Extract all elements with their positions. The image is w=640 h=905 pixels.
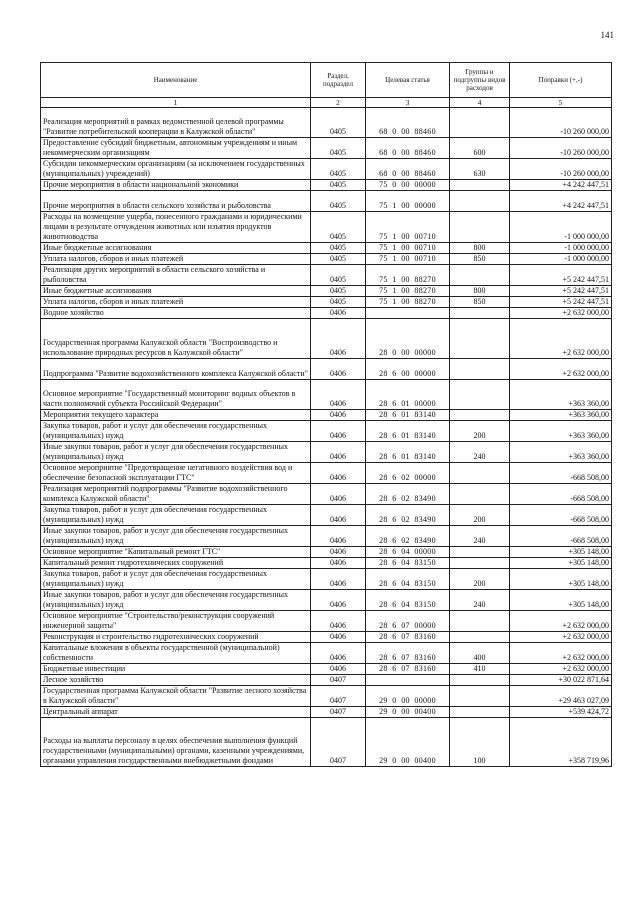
row-section-cell: 0405 bbox=[311, 191, 366, 212]
row-group-cell: 240 bbox=[450, 526, 510, 547]
row-group-cell: 850 bbox=[450, 297, 510, 308]
row-group-cell bbox=[450, 191, 510, 212]
row-target-cell: 28 6 01 83140 bbox=[366, 410, 450, 421]
row-target-cell bbox=[366, 308, 450, 319]
row-name-cell: Субсидии некоммерческим организациям (за исключением государственных (муниципальных) учреждений) bbox=[41, 159, 311, 180]
table-body bbox=[41, 108, 612, 767]
row-group-cell bbox=[450, 180, 510, 191]
row-amount-cell: +5 242 447,51 bbox=[510, 286, 612, 297]
column-number: 2 bbox=[311, 98, 366, 108]
row-name-cell: Реализация других мероприятий в области сельского хозяйства и рыболовства bbox=[41, 265, 311, 286]
row-amount-cell: +5 242 447,51 bbox=[510, 297, 612, 308]
row-section-cell: 0406 bbox=[311, 643, 366, 664]
row-section-cell: 0406 bbox=[311, 308, 366, 319]
row-name-cell: Мероприятия текущего характера bbox=[41, 410, 311, 421]
row-target-cell: 28 6 07 83160 bbox=[366, 643, 450, 664]
column-number-row bbox=[41, 98, 612, 108]
row-group-cell bbox=[450, 484, 510, 505]
row-name-cell: Предоставление субсидий бюджетным, автономным учреждениям и иным некоммерческим организациям bbox=[41, 138, 311, 159]
row-amount-cell: +363 360,00 bbox=[510, 410, 612, 421]
row-section-cell: 0406 bbox=[311, 410, 366, 421]
row-section-cell: 0405 bbox=[311, 297, 366, 308]
row-amount-cell: +305 148,00 bbox=[510, 558, 612, 569]
row-target-cell: 68 0 00 88460 bbox=[366, 108, 450, 138]
row-group-cell: 400 bbox=[450, 643, 510, 664]
row-group-cell: 800 bbox=[450, 243, 510, 254]
table-row bbox=[41, 159, 612, 180]
row-target-cell: 28 6 07 00000 bbox=[366, 611, 450, 632]
row-target-cell: 68 0 00 88460 bbox=[366, 159, 450, 180]
row-name-cell: Иные бюджетные ассигнования bbox=[41, 243, 311, 254]
header-row bbox=[41, 63, 612, 98]
row-group-cell: 200 bbox=[450, 421, 510, 442]
row-amount-cell: +2 632 000,00 bbox=[510, 611, 612, 632]
row-amount-cell: -10 260 000,00 bbox=[510, 159, 612, 180]
row-target-cell: 75 1 00 00710 bbox=[366, 243, 450, 254]
row-group-cell: 240 bbox=[450, 442, 510, 463]
row-target-cell: 28 6 04 83150 bbox=[366, 558, 450, 569]
row-target-cell: 28 6 02 83490 bbox=[366, 526, 450, 547]
row-target-cell: 29 0 00 00400 bbox=[366, 718, 450, 767]
row-amount-cell: -668 508,00 bbox=[510, 484, 612, 505]
row-amount-cell: +2 632 000,00 bbox=[510, 643, 612, 664]
row-section-cell: 0406 bbox=[311, 526, 366, 547]
row-amount-cell: +305 148,00 bbox=[510, 569, 612, 590]
row-group-cell: 600 bbox=[450, 138, 510, 159]
row-amount-cell: +2 632 000,00 bbox=[510, 664, 612, 675]
row-section-cell: 0407 bbox=[311, 707, 366, 718]
row-target-cell: 75 1 00 88270 bbox=[366, 265, 450, 286]
row-name-cell: Иные закупки товаров, работ и услуг для обеспечения государственных (муниципальных) нужд bbox=[41, 526, 311, 547]
budget-amendments-table bbox=[40, 62, 612, 767]
row-amount-cell: -668 508,00 bbox=[510, 505, 612, 526]
row-section-cell: 0407 bbox=[311, 675, 366, 686]
row-target-cell: 75 0 00 00000 bbox=[366, 180, 450, 191]
row-section-cell: 0406 bbox=[311, 463, 366, 484]
row-section-cell: 0406 bbox=[311, 590, 366, 611]
row-group-cell bbox=[450, 359, 510, 380]
row-section-cell: 0406 bbox=[311, 547, 366, 558]
row-target-cell: 28 6 04 83150 bbox=[366, 569, 450, 590]
row-target-cell: 28 6 01 00000 bbox=[366, 380, 450, 410]
row-name-cell: Бюджетные инвестиции bbox=[41, 664, 311, 675]
table-row bbox=[41, 212, 612, 243]
row-name-cell: Уплата налогов, сборов и иных платежей bbox=[41, 297, 311, 308]
row-group-cell bbox=[450, 410, 510, 421]
row-group-cell bbox=[450, 632, 510, 643]
table-row bbox=[41, 547, 612, 558]
table-row bbox=[41, 569, 612, 590]
row-amount-cell: +2 632 000,00 bbox=[510, 359, 612, 380]
row-group-cell: 410 bbox=[450, 664, 510, 675]
row-section-cell: 0406 bbox=[311, 611, 366, 632]
table-row bbox=[41, 243, 612, 254]
row-group-cell bbox=[450, 675, 510, 686]
row-target-cell: 28 6 02 83490 bbox=[366, 505, 450, 526]
row-target-cell: 75 1 00 00710 bbox=[366, 212, 450, 243]
column-number: 5 bbox=[510, 98, 612, 108]
row-name-cell: Лесное хозяйство bbox=[41, 675, 311, 686]
row-target-cell: 28 6 01 83140 bbox=[366, 442, 450, 463]
row-section-cell: 0405 bbox=[311, 180, 366, 191]
row-amount-cell: +305 148,00 bbox=[510, 547, 612, 558]
row-name-cell: Иные закупки товаров, работ и услуг для обеспечения государственных (муниципальных) нужд bbox=[41, 442, 311, 463]
row-section-cell: 0406 bbox=[311, 484, 366, 505]
table-row bbox=[41, 138, 612, 159]
row-group-cell bbox=[450, 319, 510, 359]
row-name-cell: Основное мероприятие "Капитальный ремонт ГТС" bbox=[41, 547, 311, 558]
row-amount-cell: +4 242 447,51 bbox=[510, 191, 612, 212]
row-section-cell: 0406 bbox=[311, 442, 366, 463]
row-amount-cell: +363 360,00 bbox=[510, 442, 612, 463]
row-target-cell: 28 6 02 83490 bbox=[366, 484, 450, 505]
row-group-cell: 200 bbox=[450, 505, 510, 526]
table-row bbox=[41, 265, 612, 286]
table-row bbox=[41, 590, 612, 611]
row-name-cell: Основное мероприятие "Строительство/реконструкция сооружений инженерной защиты" bbox=[41, 611, 311, 632]
row-target-cell: 28 6 01 83140 bbox=[366, 421, 450, 442]
row-name-cell: Государственная программа Калужской области "Воспроизводство и использование природных ресурсов в Калужской области" bbox=[41, 319, 311, 359]
row-group-cell: 850 bbox=[450, 254, 510, 265]
row-target-cell: 75 1 00 00710 bbox=[366, 254, 450, 265]
row-target-cell: 29 0 00 00000 bbox=[366, 686, 450, 707]
row-section-cell: 0405 bbox=[311, 138, 366, 159]
row-amount-cell: +2 632 000,00 bbox=[510, 632, 612, 643]
column-number: 3 bbox=[366, 98, 450, 108]
row-group-cell: 100 bbox=[450, 718, 510, 767]
table-row bbox=[41, 686, 612, 707]
row-name-cell: Закупка товаров, работ и услуг для обеспечения государственных (муниципальных) нужд bbox=[41, 569, 311, 590]
table-row bbox=[41, 108, 612, 138]
table-row bbox=[41, 675, 612, 686]
row-section-cell: 0407 bbox=[311, 718, 366, 767]
row-name-cell: Основное мероприятие "Предотвращение негативного воздействия вод и обеспечение безопасной эксплуатации ГТС" bbox=[41, 463, 311, 484]
row-name-cell: Реконструкция и строительство гидротехнических сооружений bbox=[41, 632, 311, 643]
row-section-cell: 0406 bbox=[311, 664, 366, 675]
table-row bbox=[41, 643, 612, 664]
row-section-cell: 0405 bbox=[311, 108, 366, 138]
row-section-cell: 0406 bbox=[311, 505, 366, 526]
table-row bbox=[41, 286, 612, 297]
row-group-cell bbox=[450, 707, 510, 718]
row-group-cell bbox=[450, 463, 510, 484]
table-row bbox=[41, 505, 612, 526]
row-target-cell bbox=[366, 675, 450, 686]
row-group-cell: 240 bbox=[450, 590, 510, 611]
row-amount-cell: +4 242 447,51 bbox=[510, 180, 612, 191]
page-number: 141 bbox=[600, 30, 614, 40]
row-target-cell: 68 0 00 88460 bbox=[366, 138, 450, 159]
row-name-cell: Капитальные вложения в объекты государственной (муниципальной) собственности bbox=[41, 643, 311, 664]
row-name-cell: Иные закупки товаров, работ и услуг для обеспечения государственных (муниципальных) нужд bbox=[41, 590, 311, 611]
row-target-cell: 28 6 04 83150 bbox=[366, 590, 450, 611]
row-section-cell: 0406 bbox=[311, 632, 366, 643]
row-amount-cell: -1 000 000,00 bbox=[510, 243, 612, 254]
row-target-cell: 28 6 02 00000 bbox=[366, 463, 450, 484]
row-section-cell: 0406 bbox=[311, 569, 366, 590]
row-amount-cell: +30 022 871,64 bbox=[510, 675, 612, 686]
row-group-cell bbox=[450, 380, 510, 410]
row-section-cell: 0405 bbox=[311, 212, 366, 243]
row-name-cell: Уплата налогов, сборов и иных платежей bbox=[41, 254, 311, 265]
row-amount-cell: -1 000 000,00 bbox=[510, 254, 612, 265]
row-section-cell: 0405 bbox=[311, 254, 366, 265]
header-amount: Поправки (+,-) bbox=[510, 63, 612, 98]
row-name-cell: Основное мероприятие "Государственный мониторинг водных объектов в части полномочий субъекта Российской Федерации" bbox=[41, 380, 311, 410]
table-row bbox=[41, 380, 612, 410]
table-row bbox=[41, 359, 612, 380]
table-row bbox=[41, 410, 612, 421]
table-row bbox=[41, 191, 612, 212]
row-group-cell bbox=[450, 611, 510, 632]
row-name-cell: Реализация мероприятий в рамках ведомственной целевой программы "Развитие потребительской кооперации в Калужской области" bbox=[41, 108, 311, 138]
row-amount-cell: +363 360,00 bbox=[510, 380, 612, 410]
row-name-cell: Расходы на выплаты персоналу в целях обеспечения выполнения функций государственными (муниципальными) органами, казенными учреждениями, органами управления государственными внебюджетными фондами bbox=[41, 718, 311, 767]
row-amount-cell: +539 424,72 bbox=[510, 707, 612, 718]
row-group-cell bbox=[450, 558, 510, 569]
row-group-cell bbox=[450, 265, 510, 286]
row-target-cell: 28 6 04 00000 bbox=[366, 547, 450, 558]
row-name-cell: Прочие мероприятия в области национальной экономики bbox=[41, 180, 311, 191]
row-amount-cell: +2 632 000,00 bbox=[510, 319, 612, 359]
row-amount-cell: +305 148,00 bbox=[510, 590, 612, 611]
row-target-cell: 28 6 00 00000 bbox=[366, 359, 450, 380]
row-name-cell: Подпрограмма "Развитие водохозяйственного комплекса Калужской области" bbox=[41, 359, 311, 380]
row-name-cell: Иные бюджетные ассигнования bbox=[41, 286, 311, 297]
row-group-cell: 200 bbox=[450, 569, 510, 590]
header-section: Раздел, подраздел bbox=[311, 63, 366, 98]
row-section-cell: 0405 bbox=[311, 243, 366, 254]
table-row bbox=[41, 180, 612, 191]
row-amount-cell: -10 260 000,00 bbox=[510, 108, 612, 138]
table-row bbox=[41, 632, 612, 643]
row-target-cell: 28 0 00 00000 bbox=[366, 319, 450, 359]
row-name-cell: Государственная программа Калужской области "Развитие лесного хозяйства в Калужской области" bbox=[41, 686, 311, 707]
row-amount-cell: -668 508,00 bbox=[510, 526, 612, 547]
header-name: Наименование bbox=[41, 63, 311, 98]
row-section-cell: 0406 bbox=[311, 421, 366, 442]
row-name-cell: Закупка товаров, работ и услуг для обеспечения государственных (муниципальных) нужд bbox=[41, 421, 311, 442]
row-group-cell: 630 bbox=[450, 159, 510, 180]
column-number: 1 bbox=[41, 98, 311, 108]
row-group-cell: 800 bbox=[450, 286, 510, 297]
row-name-cell: Закупка товаров, работ и услуг для обеспечения государственных (муниципальных) нужд bbox=[41, 505, 311, 526]
table-row bbox=[41, 718, 612, 767]
row-target-cell: 28 6 07 83160 bbox=[366, 664, 450, 675]
row-name-cell: Водное хозяйство bbox=[41, 308, 311, 319]
row-section-cell: 0405 bbox=[311, 159, 366, 180]
header-target: Целевая статья bbox=[366, 63, 450, 98]
table-row bbox=[41, 526, 612, 547]
row-group-cell bbox=[450, 212, 510, 243]
header-group: Группы и подгруппы видов расходов bbox=[450, 63, 510, 98]
row-group-cell bbox=[450, 686, 510, 707]
row-group-cell bbox=[450, 547, 510, 558]
row-section-cell: 0406 bbox=[311, 380, 366, 410]
table-row bbox=[41, 442, 612, 463]
row-amount-cell: +363 360,00 bbox=[510, 421, 612, 442]
table-row bbox=[41, 611, 612, 632]
table-row bbox=[41, 664, 612, 675]
row-amount-cell: +358 719,96 bbox=[510, 718, 612, 767]
row-amount-cell: +5 242 447,51 bbox=[510, 265, 612, 286]
table-row bbox=[41, 484, 612, 505]
table-row bbox=[41, 463, 612, 484]
row-amount-cell: -10 260 000,00 bbox=[510, 138, 612, 159]
row-name-cell: Центральный аппарат bbox=[41, 707, 311, 718]
row-group-cell bbox=[450, 108, 510, 138]
table-row bbox=[41, 297, 612, 308]
row-target-cell: 75 1 00 88270 bbox=[366, 286, 450, 297]
row-section-cell: 0407 bbox=[311, 686, 366, 707]
row-name-cell: Прочие мероприятия в области сельского хозяйства и рыболовства bbox=[41, 191, 311, 212]
column-number: 4 bbox=[450, 98, 510, 108]
row-name-cell: Расходы на возмещение ущерба, понесенного гражданами и юридическими лицами в результате отчуждения животных или изъятия продуктов животноводства bbox=[41, 212, 311, 243]
row-target-cell: 75 1 00 00000 bbox=[366, 191, 450, 212]
row-amount-cell: -668 508,00 bbox=[510, 463, 612, 484]
row-group-cell bbox=[450, 308, 510, 319]
row-section-cell: 0405 bbox=[311, 265, 366, 286]
table-row bbox=[41, 254, 612, 265]
row-target-cell: 75 1 00 88270 bbox=[366, 297, 450, 308]
row-section-cell: 0406 bbox=[311, 359, 366, 380]
row-section-cell: 0406 bbox=[311, 319, 366, 359]
table-row bbox=[41, 707, 612, 718]
row-target-cell: 28 6 07 83160 bbox=[366, 632, 450, 643]
row-name-cell: Реализация мероприятий подпрограммы "Развитие водохозяйственного комплекса Калужской области" bbox=[41, 484, 311, 505]
row-amount-cell: +29 463 027,09 bbox=[510, 686, 612, 707]
row-section-cell: 0406 bbox=[311, 558, 366, 569]
row-amount-cell: +2 632 000,00 bbox=[510, 308, 612, 319]
row-target-cell: 29 0 00 00400 bbox=[366, 707, 450, 718]
row-name-cell: Капитальный ремонт гидротехнических сооружений bbox=[41, 558, 311, 569]
table-row bbox=[41, 319, 612, 359]
table-row bbox=[41, 558, 612, 569]
row-section-cell: 0405 bbox=[311, 286, 366, 297]
table-row bbox=[41, 421, 612, 442]
row-amount-cell: -1 000 000,00 bbox=[510, 212, 612, 243]
table-row bbox=[41, 308, 612, 319]
